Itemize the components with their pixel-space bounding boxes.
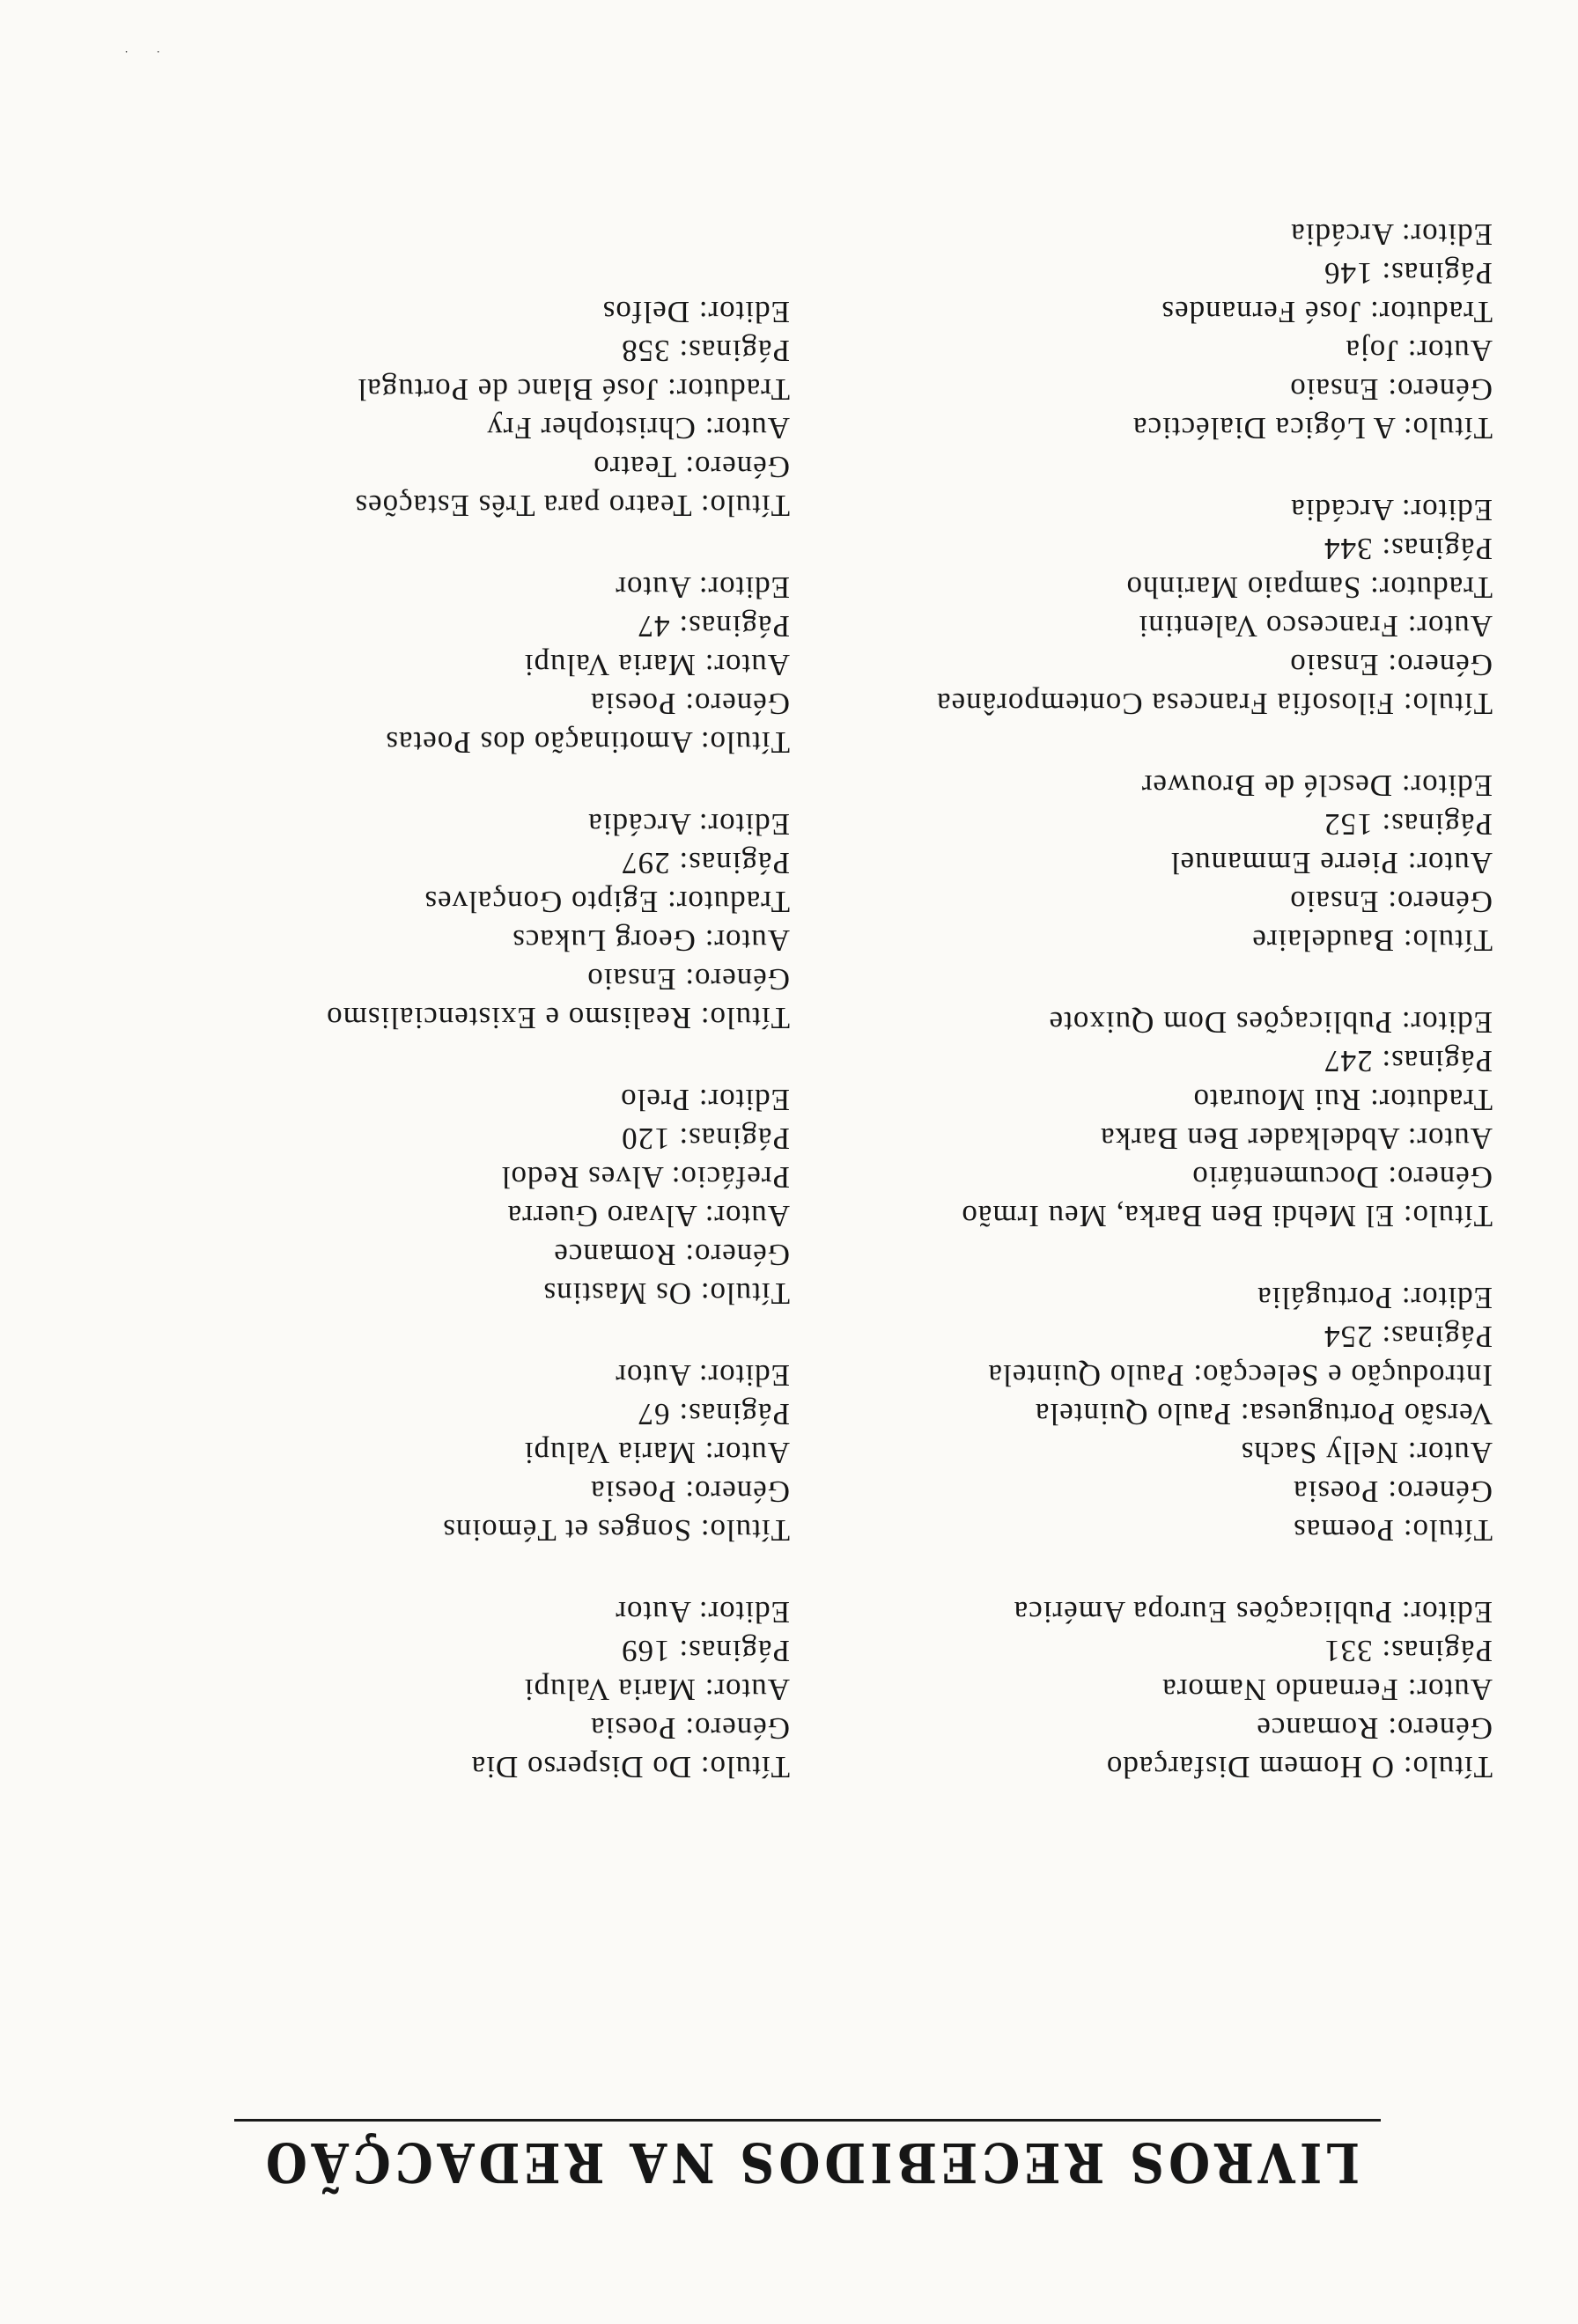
field-value: 152 bbox=[1324, 807, 1373, 842]
field-label: Título: bbox=[699, 725, 790, 760]
field-label: Páginas: bbox=[1381, 1320, 1493, 1354]
book-field bbox=[936, 1196, 1493, 1235]
book-field bbox=[936, 1278, 1493, 1317]
field-label: Editor: bbox=[1400, 1281, 1493, 1315]
field-label: Título: bbox=[699, 1276, 790, 1311]
book-field bbox=[326, 723, 790, 761]
book-list-left-column bbox=[936, 172, 1493, 1786]
field-value: Pierre Emmanuel bbox=[1169, 846, 1398, 880]
field-label: Editor: bbox=[1400, 217, 1493, 252]
field-value: Prelo bbox=[620, 1083, 690, 1117]
field-value: Sampaio Marinho bbox=[1125, 570, 1361, 605]
book-field bbox=[326, 1356, 790, 1394]
book-field bbox=[936, 1394, 1493, 1433]
field-value: Baudelaire bbox=[1251, 923, 1394, 958]
book-field bbox=[326, 1709, 790, 1747]
field-value: Maria Valupi bbox=[523, 1673, 696, 1707]
book-field bbox=[936, 408, 1493, 447]
field-label: Autor: bbox=[1406, 1436, 1493, 1470]
field-value: Francesco Valentini bbox=[1138, 609, 1398, 644]
book-field bbox=[936, 645, 1493, 684]
book-field bbox=[936, 1709, 1493, 1747]
field-label: Tradutor: bbox=[1369, 570, 1493, 605]
field-label: Páginas: bbox=[678, 334, 790, 368]
book-field bbox=[326, 645, 790, 684]
field-label: Páginas: bbox=[678, 1122, 790, 1156]
book-field bbox=[936, 1317, 1493, 1356]
book-field bbox=[326, 607, 790, 645]
book-field bbox=[326, 331, 790, 370]
book-field bbox=[326, 998, 790, 1037]
field-label: Editor: bbox=[697, 807, 790, 842]
field-label: Género: bbox=[684, 1475, 790, 1509]
book-field bbox=[936, 331, 1493, 370]
book-field bbox=[326, 1119, 790, 1158]
field-value: Arcádia bbox=[1290, 493, 1394, 527]
field-label: Título: bbox=[699, 489, 790, 523]
field-value: Arcádia bbox=[587, 807, 691, 842]
book-entry bbox=[326, 805, 790, 1037]
field-value: Ensaio bbox=[586, 962, 676, 997]
book-field bbox=[326, 292, 790, 331]
field-value: Songes et Témoins bbox=[442, 1513, 691, 1548]
field-label: Autor: bbox=[1406, 1122, 1493, 1156]
field-value: Teatro para Três Estações bbox=[354, 489, 692, 523]
book-field bbox=[326, 1592, 790, 1631]
book-field bbox=[936, 843, 1493, 882]
field-value: Autor bbox=[615, 1358, 691, 1393]
field-value: Georg Lukacs bbox=[512, 923, 696, 958]
field-label: Introdução e Selecção: bbox=[1192, 1358, 1493, 1393]
field-value: Maria Valupi bbox=[523, 648, 696, 682]
book-field bbox=[326, 486, 790, 525]
field-value: Amotinação dos Poetas bbox=[385, 725, 693, 760]
field-label: Autor: bbox=[704, 923, 790, 958]
field-label: Páginas: bbox=[678, 846, 790, 880]
field-value: Paulo Quintela bbox=[987, 1358, 1184, 1393]
book-entry bbox=[326, 292, 790, 525]
field-label: Autor: bbox=[1406, 846, 1493, 880]
book-field bbox=[326, 1472, 790, 1511]
field-label: Páginas: bbox=[678, 1397, 790, 1431]
field-value: Joja bbox=[1345, 334, 1398, 368]
book-entry bbox=[326, 568, 790, 761]
field-label: Páginas: bbox=[1381, 807, 1493, 842]
book-field bbox=[936, 490, 1493, 529]
field-value: A Lógica Dialéctica bbox=[1132, 411, 1396, 445]
field-label: Autor: bbox=[1406, 334, 1493, 368]
book-entry bbox=[326, 1592, 790, 1786]
book-field bbox=[326, 408, 790, 447]
field-label: Páginas: bbox=[1381, 1634, 1493, 1668]
book-entry bbox=[326, 1080, 790, 1313]
field-value: Autor bbox=[615, 1595, 691, 1629]
field-value: El Mehdi Ben Barka, Meu Irmão bbox=[961, 1199, 1394, 1233]
field-value: Arcádia bbox=[1290, 217, 1394, 252]
book-field bbox=[326, 960, 790, 998]
margin-marks: · · bbox=[112, 44, 160, 57]
book-field bbox=[936, 568, 1493, 607]
field-label: Tradutor: bbox=[1369, 1083, 1493, 1117]
book-field bbox=[326, 882, 790, 921]
field-value: 358 bbox=[621, 334, 670, 368]
book-field bbox=[936, 1592, 1493, 1631]
field-value: Romance bbox=[1256, 1711, 1379, 1746]
book-entry bbox=[326, 1356, 790, 1549]
field-value: Maria Valupi bbox=[523, 1436, 696, 1470]
field-label: Versão Portuguesa: bbox=[1239, 1397, 1493, 1431]
field-value: Filosofia Francesa Contemporânea bbox=[936, 687, 1394, 721]
field-label: Título: bbox=[699, 1750, 790, 1784]
field-label: Género: bbox=[1387, 1711, 1493, 1746]
page-heading: LIVROS RECEBIDOS NA REDACÇÃO bbox=[261, 2130, 1360, 2195]
field-label: Género: bbox=[684, 1238, 790, 1272]
field-value: 146 bbox=[1324, 256, 1373, 290]
field-label: Editor: bbox=[697, 1358, 790, 1393]
field-label: Título: bbox=[1402, 1513, 1493, 1548]
book-field bbox=[326, 370, 790, 408]
field-value: Rui Mourato bbox=[1192, 1083, 1361, 1117]
field-value: Realismo e Existencialismo bbox=[326, 1001, 691, 1035]
book-field bbox=[936, 805, 1493, 843]
field-label: Título: bbox=[1402, 1750, 1493, 1784]
field-value: Desclé de Brouwer bbox=[1140, 769, 1393, 803]
field-value: Paulo Quintela bbox=[1034, 1397, 1231, 1431]
book-field bbox=[936, 684, 1493, 723]
field-label: Editor: bbox=[697, 1083, 790, 1117]
field-label: Tradutor: bbox=[667, 885, 790, 919]
field-value: 254 bbox=[1324, 1320, 1373, 1354]
field-label: Editor: bbox=[1400, 1595, 1493, 1629]
book-field bbox=[936, 882, 1493, 921]
book-field bbox=[326, 447, 790, 486]
field-value: 169 bbox=[621, 1634, 670, 1668]
field-label: Título: bbox=[1402, 1199, 1493, 1233]
field-label: Autor: bbox=[1406, 1673, 1493, 1707]
field-value: 344 bbox=[1324, 532, 1373, 566]
book-field bbox=[936, 921, 1493, 960]
field-value: Poesia bbox=[1293, 1475, 1379, 1509]
book-field bbox=[936, 1158, 1493, 1196]
field-label: Páginas: bbox=[678, 1634, 790, 1668]
book-entry bbox=[936, 1592, 1493, 1786]
field-label: Prefácio: bbox=[670, 1160, 790, 1195]
field-value: Alvaro Guerra bbox=[506, 1199, 697, 1233]
book-field bbox=[326, 1747, 790, 1786]
field-label: Tradutor: bbox=[1369, 295, 1493, 329]
field-value: Delfos bbox=[601, 295, 690, 329]
field-value: Portugália bbox=[1257, 1281, 1393, 1315]
field-label: Páginas: bbox=[678, 609, 790, 644]
field-label: Tradutor: bbox=[667, 372, 790, 407]
book-field bbox=[326, 805, 790, 843]
field-label: Género: bbox=[684, 450, 790, 484]
field-label: Género: bbox=[1387, 885, 1493, 919]
field-label: Título: bbox=[699, 1513, 790, 1548]
field-value: Ensaio bbox=[1289, 372, 1379, 407]
field-label: Género: bbox=[684, 687, 790, 721]
field-label: Género: bbox=[1387, 1160, 1493, 1195]
field-value: O Homem Disfarçado bbox=[1105, 1750, 1394, 1784]
book-field bbox=[936, 254, 1493, 292]
book-field bbox=[326, 1511, 790, 1549]
book-field bbox=[326, 1274, 790, 1313]
book-field bbox=[326, 1196, 790, 1235]
field-value: Fernando Namora bbox=[1161, 1673, 1398, 1707]
field-value: Teatro bbox=[593, 450, 677, 484]
book-field bbox=[936, 1041, 1493, 1080]
book-entry bbox=[936, 215, 1493, 447]
field-label: Título: bbox=[699, 1001, 790, 1035]
book-field bbox=[326, 1158, 790, 1196]
field-value: Egipto Gonçalves bbox=[424, 885, 659, 919]
book-list-right-column bbox=[326, 249, 790, 1786]
book-field bbox=[326, 1394, 790, 1433]
field-label: Título: bbox=[1402, 687, 1493, 721]
field-value: Autor bbox=[615, 570, 691, 605]
field-value: 67 bbox=[637, 1397, 670, 1431]
field-value: Ensaio bbox=[1289, 648, 1379, 682]
book-field bbox=[936, 370, 1493, 408]
book-field bbox=[326, 1433, 790, 1472]
book-entry bbox=[936, 490, 1493, 723]
field-label: Editor: bbox=[697, 570, 790, 605]
field-label: Autor: bbox=[1406, 609, 1493, 644]
field-value: 47 bbox=[637, 609, 670, 644]
book-field bbox=[326, 568, 790, 607]
field-value: Abdelkader Ben Barka bbox=[1100, 1122, 1400, 1156]
book-field bbox=[936, 766, 1493, 805]
field-label: Páginas: bbox=[1381, 1044, 1493, 1078]
field-value: Ensaio bbox=[1289, 885, 1379, 919]
field-label: Editor: bbox=[1400, 493, 1493, 527]
field-label: Editor: bbox=[1400, 769, 1493, 803]
book-field bbox=[936, 1631, 1493, 1670]
field-label: Editor: bbox=[697, 1595, 790, 1629]
field-value: Poesia bbox=[590, 1711, 676, 1746]
book-entry bbox=[936, 1003, 1493, 1235]
field-label: Género: bbox=[1387, 372, 1493, 407]
book-field bbox=[326, 684, 790, 723]
field-label: Género: bbox=[684, 962, 790, 997]
book-field bbox=[936, 1003, 1493, 1041]
field-value: Romance bbox=[553, 1238, 676, 1272]
book-field bbox=[936, 529, 1493, 568]
field-label: Páginas: bbox=[1381, 532, 1493, 566]
book-field bbox=[936, 607, 1493, 645]
book-field bbox=[936, 1511, 1493, 1549]
field-label: Género: bbox=[1387, 648, 1493, 682]
field-value: Publicações Europa América bbox=[1013, 1595, 1393, 1629]
heading-rule bbox=[234, 2119, 1381, 2122]
field-value: Do Disperso Dia bbox=[470, 1750, 691, 1784]
field-label: Autor: bbox=[704, 1673, 790, 1707]
field-value: 120 bbox=[621, 1122, 670, 1156]
book-field bbox=[936, 1747, 1493, 1786]
book-field bbox=[936, 1356, 1493, 1394]
field-value: Christopher Fry bbox=[486, 411, 696, 445]
field-label: Editor: bbox=[697, 295, 790, 329]
book-entry bbox=[936, 766, 1493, 960]
field-value: Publicações Dom Quixote bbox=[1048, 1005, 1393, 1040]
book-field bbox=[326, 921, 790, 960]
book-entry bbox=[936, 1278, 1493, 1549]
book-field bbox=[326, 1631, 790, 1670]
field-label: Autor: bbox=[704, 1199, 790, 1233]
field-label: Autor: bbox=[704, 411, 790, 445]
field-label: Editor: bbox=[1400, 1005, 1493, 1040]
field-label: Título: bbox=[1402, 411, 1493, 445]
book-field bbox=[936, 292, 1493, 331]
book-field bbox=[936, 1433, 1493, 1472]
book-field bbox=[936, 1472, 1493, 1511]
field-label: Título: bbox=[1402, 923, 1493, 958]
book-field bbox=[936, 1119, 1493, 1158]
field-value: Poesia bbox=[590, 1475, 676, 1509]
field-label: Género: bbox=[684, 1711, 790, 1746]
field-value: Documentário bbox=[1191, 1160, 1379, 1195]
field-value: Poemas bbox=[1293, 1513, 1394, 1548]
field-value: Alves Redol bbox=[500, 1160, 664, 1195]
book-field bbox=[936, 215, 1493, 254]
book-field bbox=[326, 1080, 790, 1119]
field-label: Autor: bbox=[704, 648, 790, 682]
field-value: 331 bbox=[1324, 1634, 1373, 1668]
book-field bbox=[326, 1235, 790, 1274]
field-value: 247 bbox=[1324, 1044, 1373, 1078]
field-value: Os Mastins bbox=[542, 1276, 691, 1311]
book-field bbox=[326, 1670, 790, 1709]
field-value: José Fernandes bbox=[1161, 295, 1361, 329]
field-value: Poesia bbox=[590, 687, 676, 721]
field-value: 297 bbox=[621, 846, 670, 880]
field-label: Autor: bbox=[704, 1436, 790, 1470]
field-value: Nelly Sachs bbox=[1240, 1436, 1398, 1470]
book-field bbox=[326, 843, 790, 882]
book-field bbox=[936, 1080, 1493, 1119]
field-value: José Blanc de Portugal bbox=[357, 372, 659, 407]
book-field bbox=[936, 1670, 1493, 1709]
field-label: Género: bbox=[1387, 1475, 1493, 1509]
field-label: Páginas: bbox=[1381, 256, 1493, 290]
